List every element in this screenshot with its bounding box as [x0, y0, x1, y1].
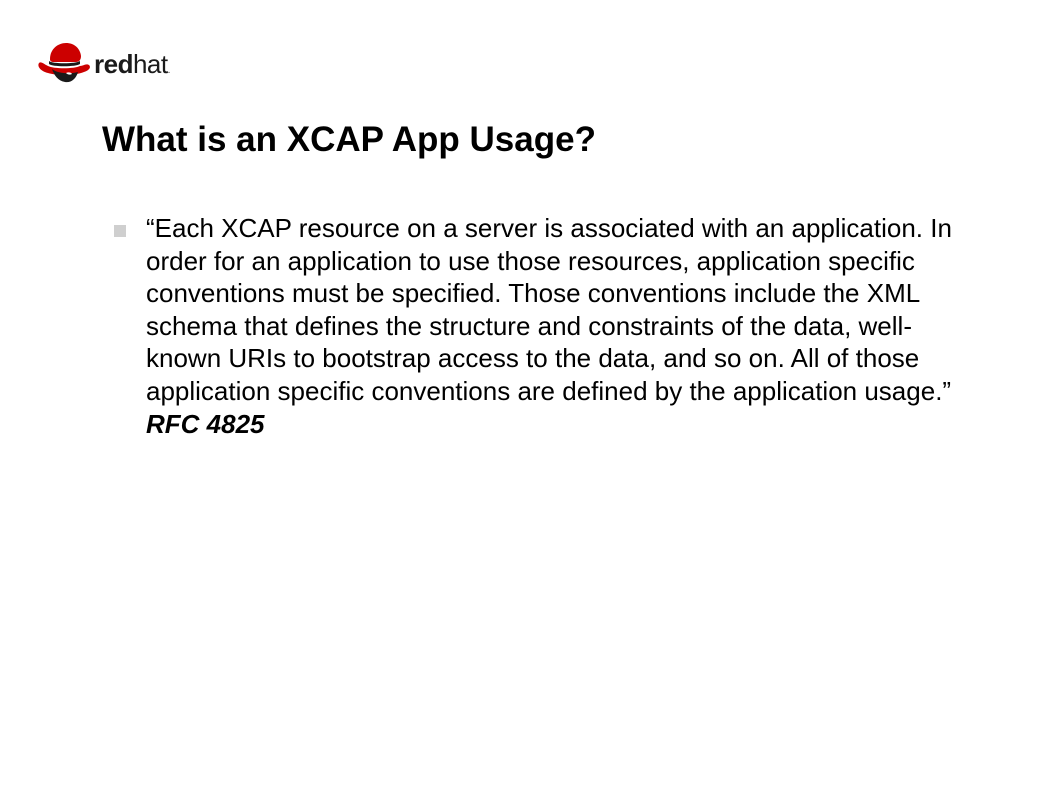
bullet-list	[114, 212, 964, 440]
bullet-citation: RFC 4825	[146, 408, 265, 439]
wordmark-hat: hat	[132, 49, 168, 79]
square-bullet-icon	[114, 225, 126, 237]
redhat-wordmark	[94, 51, 170, 77]
slide-title: What is an XCAP App Usage?	[102, 120, 596, 159]
bullet-item	[114, 212, 964, 440]
redhat-logo	[36, 38, 170, 86]
wordmark-dot: .	[167, 65, 170, 76]
bullet-quote: “Each XCAP resource on a server is associated with an application. In order for an application to use those resources, application specific conventions must be specified. Those conventions include the XML schema that defines the structure and constraints of the data, well-known URIs to bootstrap access to the data, and so on. All of those application specific conventions are defined by the application usage.”	[146, 213, 952, 406]
wordmark-red: red	[94, 49, 133, 79]
redhat-shadowman-icon	[36, 39, 92, 85]
